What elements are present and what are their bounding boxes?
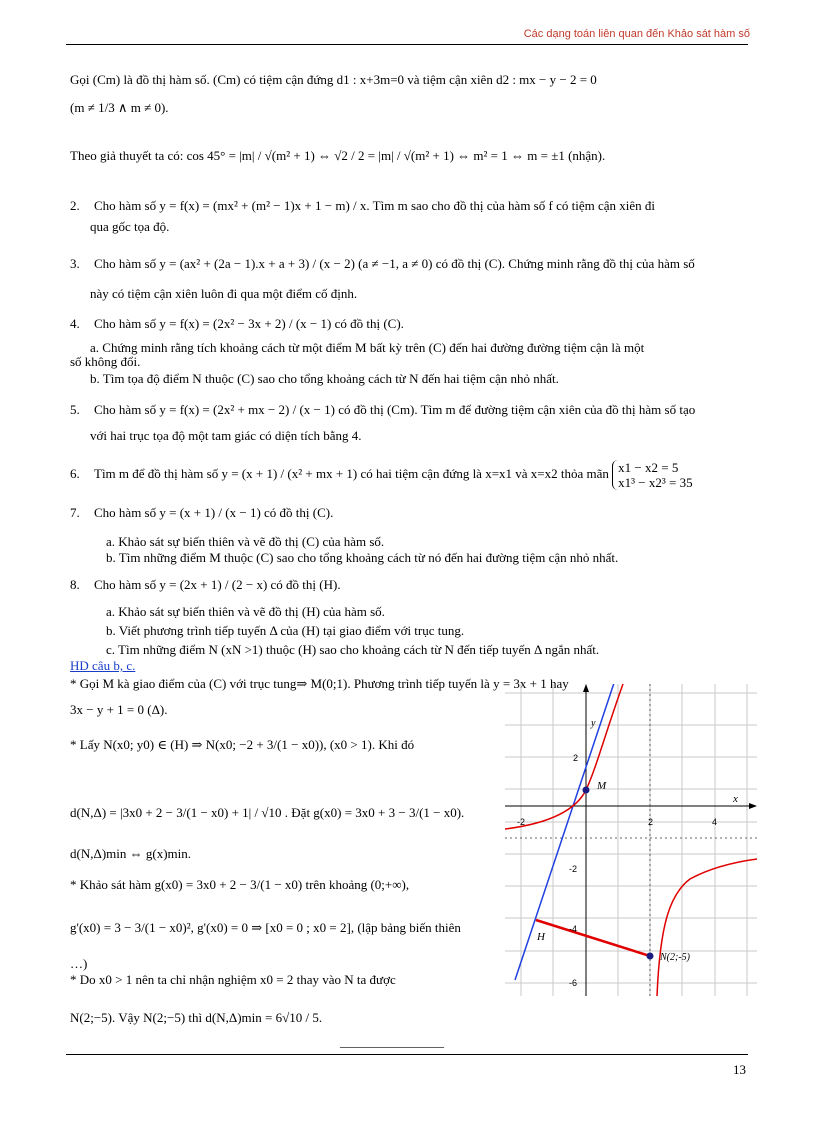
solution-line-10: N(2;−5). Vậy N(2;−5) thì d(N,Δ)min = 6√10 / 5. [70,1010,323,1025]
tick-y-2: 2 [573,753,579,763]
solution-line-1: * Gọi M kà giao điểm của (C) với trục tung⇒ M(0;1). Phương trình tiếp tuyến là y = 3x + 1 hay [70,676,569,691]
problem-4a-line-2: số không đổi. [70,354,141,369]
tick-y-neg6: -6 [569,978,578,988]
problem-3-line-1: 3. Cho hàm số y = (ax² + (2a − 1).x + a + 3) / (x − 2) (a ≠ −1, a ≠ 0) có đồ thị (C). Chứng minh rằng đồ thị của hàm số [70,256,695,271]
problem-4-line: 4. Cho hàm số y = f(x) = (2x² − 3x + 2) / (x − 1) có đồ thị (C). [70,316,404,331]
solution-title: HD câu b, c. [70,658,136,673]
problem-8-text: Cho hàm số y = (2x + 1) / (2 − x) có đồ thị (H). [94,577,341,592]
problem-4-text: Cho hàm số y = f(x) = (2x² − 3x + 2) / (x − 1) có đồ thị (C). [94,316,404,331]
curve-right-branch [657,859,757,996]
solution-line-7: g'(x0) = 3 − 3/(1 − x0)², g'(x0) = 0 ⇒ [x0 = 0 ; x0 = 2], (lập bảng biến thiên [70,920,461,935]
intro-line-3: Theo giả thuyết ta có: cos 45° = |m| / √(m² + 1) ⇔ √2 / 2 = |m| / √(m² + 1) ⇔ m² = 1 ⇔ m = ±1 (nhận). [70,148,606,163]
label-point-n: N(2;-5) [660,952,690,963]
problem-8-line: 8. Cho hàm số y = (2x + 1) / (2 − x) có đồ thị (H). [70,577,341,592]
problem-6-text: Tìm m để đồ thị hàm số y = (x + 1) / (x² + mx + 1) có hai tiệm cận đứng là x=x1 và x=x2 thỏa mãn [94,465,609,481]
label-point-m: M [597,780,607,792]
solution-line-4: d(N,Δ) = |3x0 + 2 − 3/(1 − x0) + 1| / √10 . Đặt g(x0) = 3x0 + 3 − 3/(1 − x0). [70,805,465,820]
footer-rule [66,1054,748,1055]
problem-6-system [612,460,692,490]
problem-4a-line-1: a. Chứng minh rằng tích khoảng cách từ một điểm M bất kỳ trên (C) đến hai đường đường tiệm cận là một [90,340,645,355]
solution-line-5: d(N,Δ)min ⇔ g(x)min. [70,846,192,861]
solution-line-8: …) [70,956,88,971]
problem-6-eq-1: x1 − x2 = 5 [618,460,679,475]
solution-separator: ________________ [340,1034,444,1049]
function-graph [505,684,757,996]
solution-line-9: * Do x0 > 1 nên ta chỉ nhận nghiệm x0 = 2 thay vào N ta được [70,972,396,987]
problem-3-text: Cho hàm số y = (ax² + (2a − 1).x + a + 3) / (x − 2) (a ≠ −1, a ≠ 0) có đồ thị (C). Chứng minh rằng đồ thị của hàm số [94,256,695,271]
problem-8a: a. Khảo sát sự biến thiên và vẽ đồ thị (H) của hàm số. [106,604,385,619]
problem-7-line: 7. Cho hàm số y = (x + 1) / (x − 1) có đồ thị (C). [70,505,334,520]
page-number: 13 [733,1062,746,1077]
problem-5-line-2: với hai trục tọa độ một tam giác có diện tích bằng 4. [90,428,362,443]
intro-line-2: (m ≠ 1/3 ∧ m ≠ 0). [70,100,169,115]
problem-6-line: 6. Tìm m để đồ thị hàm số y = (x + 1) / (x² + mx + 1) có hai tiệm cận đứng là x=x1 và x=x2 thỏa mãn x1 − x2 = 5 x1³ − x2³ = 35 [70,460,693,490]
tick-x-4: 4 [712,817,718,827]
solution-line-3: * Lấy N(x0; y0) ∈ (H) ⇒ N(x0; −2 + 3/(1 − x0)), (x0 > 1). Khi đó [70,737,415,752]
problem-6-eq-2: x1³ − x2³ = 35 [618,475,693,490]
solution-line-2: 3x − y + 1 = 0 (Δ). [70,702,168,717]
problem-5-text: Cho hàm số y = f(x) = (2x² + mx − 2) / (x − 1) có đồ thị (Cm). Tìm m để đường tiệm cận xiên của đồ thị hàm số tạo [94,402,696,417]
point-n-marker [647,953,654,960]
y-axis-arrow-icon [583,684,589,692]
problem-8b: b. Viết phương trình tiếp tuyến Δ của (H) tại giao điểm với trục tung. [106,623,465,638]
problem-4b: b. Tìm tọa độ điểm N thuộc (C) sao cho tổng khoảng cách từ N đến hai tiệm cận nhỏ nhất. [90,371,559,386]
y-axis-label: y [591,718,596,729]
label-h: H [537,931,545,943]
problem-3-line-2: này có tiệm cận xiên luôn đi qua một điểm cố định. [90,286,358,301]
problem-7a: a. Khảo sát sự biến thiên và vẽ đồ thị (C) của hàm số. [106,534,385,549]
tick-y-neg2: -2 [569,864,578,874]
solution-line-6: * Khảo sát hàm g(x0) = 3x0 + 2 − 3/(1 − x0) trên khoảng (0;+∞), [70,877,410,892]
problem-2-line-1: 2. Cho hàm số y = f(x) = (mx² + (m² − 1)x + 1 − m) / x. Tìm m sao cho đồ thị của hàm số f có tiệm cận xiên đi [70,198,655,213]
x-axis-label: x [733,793,738,805]
problem-2-line-2: qua gốc tọa độ. [90,219,170,234]
header-rule [66,44,748,45]
problem-5-line-1: 5. Cho hàm số y = f(x) = (2x² + mx − 2) / (x − 1) có đồ thị (Cm). Tìm m để đường tiệm cận xiên của đồ thị hàm số tạo [70,402,696,417]
problem-2-text: Cho hàm số y = f(x) = (mx² + (m² − 1)x + 1 − m) / x. Tìm m sao cho đồ thị của hàm số f có tiệm cận xiên đi [94,198,655,213]
problem-8c: c. Tìm những điểm N (xN >1) thuộc (H) sao cho khoảng cách từ N đến tiếp tuyến Δ ngắn nhất. [106,642,600,657]
problem-7b: b. Tìm những điểm M thuộc (C) sao cho tổng khoảng cách từ nó đến hai đường tiệm cận nhỏ nhất. [106,550,619,565]
point-m-marker [583,787,590,794]
intro-line-1: Gọi (Cm) là đồ thị hàm số. (Cm) có tiệm cận đứng d1 : x+3m=0 và tiệm cận xiên d2 : mx − y − 2 = 0 [70,72,597,87]
tick-y-neg4: -4 [569,924,578,934]
header-title: Các dạng toán liên quan đến Khảo sát hàm số [523,28,750,40]
x-axis-arrow-icon [749,803,757,809]
tick-x-2: 2 [648,817,654,827]
tick-x-neg2: -2 [517,817,526,827]
problem-7-text: Cho hàm số y = (x + 1) / (x − 1) có đồ thị (C). [94,505,334,520]
tangent-line-delta [515,684,629,980]
